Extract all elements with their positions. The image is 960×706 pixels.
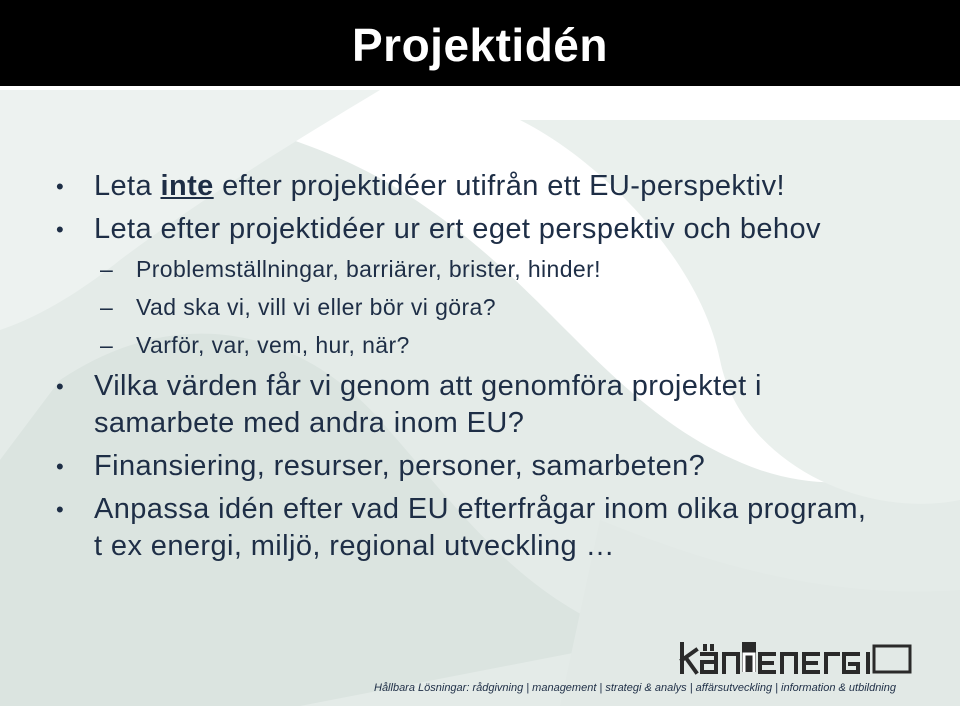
- bullet-text: Leta efter projektidéer ur ert eget perspektiv och behov: [94, 213, 821, 245]
- bullet-text-suffix: efter projektidéer utifrån ett EU-perspektiv!: [213, 170, 785, 202]
- sub-bullet-text: Problemställningar, barriärer, brister, hinder!: [136, 256, 601, 282]
- dash-marker: –: [100, 256, 114, 282]
- slide-title: Projektidén: [351, 19, 608, 71]
- footer-tagline: Hållbara Lösningar: rådgivning | management | strategi & analys | affärsutveckling | information & utbildning: [374, 682, 896, 694]
- bullet-item: [0, 168, 874, 205]
- bullet-item: [0, 448, 874, 485]
- dash-marker: –: [100, 294, 114, 320]
- bullet-text-emphasis: inte: [160, 170, 214, 202]
- sub-bullet-item: [0, 254, 900, 285]
- sub-bullet-item: [0, 292, 900, 323]
- sub-bullet-item: [0, 330, 900, 361]
- kanenergi-logo: [678, 640, 914, 676]
- bullet-marker: •: [56, 497, 65, 522]
- bullet-marker: •: [56, 217, 65, 242]
- bullet-marker: •: [56, 454, 65, 479]
- bullet-text: Anpassa idén efter vad EU efterfrågar inom olika program, t ex energi, miljö, regional utveckling …: [94, 493, 867, 562]
- bullet-marker: •: [56, 374, 65, 399]
- bullet-text-prefix: Leta: [94, 170, 161, 202]
- title-bar: [0, 0, 960, 86]
- bullet-list: [0, 168, 900, 571]
- sub-bullet-text: Vad ska vi, vill vi eller bör vi göra?: [136, 294, 496, 320]
- bullet-item: [0, 491, 874, 565]
- bullet-text: Vilka värden får vi genom att genomföra projektet i samarbete med andra inom EU?: [94, 370, 762, 439]
- bullet-item: [0, 211, 874, 248]
- bullet-item: [0, 368, 874, 442]
- bullet-marker: •: [56, 174, 65, 199]
- bullet-text: Finansiering, resurser, personer, samarbeten?: [94, 450, 706, 482]
- sub-bullet-text: Varför, var, vem, hur, när?: [136, 332, 410, 358]
- dash-marker: –: [100, 332, 114, 358]
